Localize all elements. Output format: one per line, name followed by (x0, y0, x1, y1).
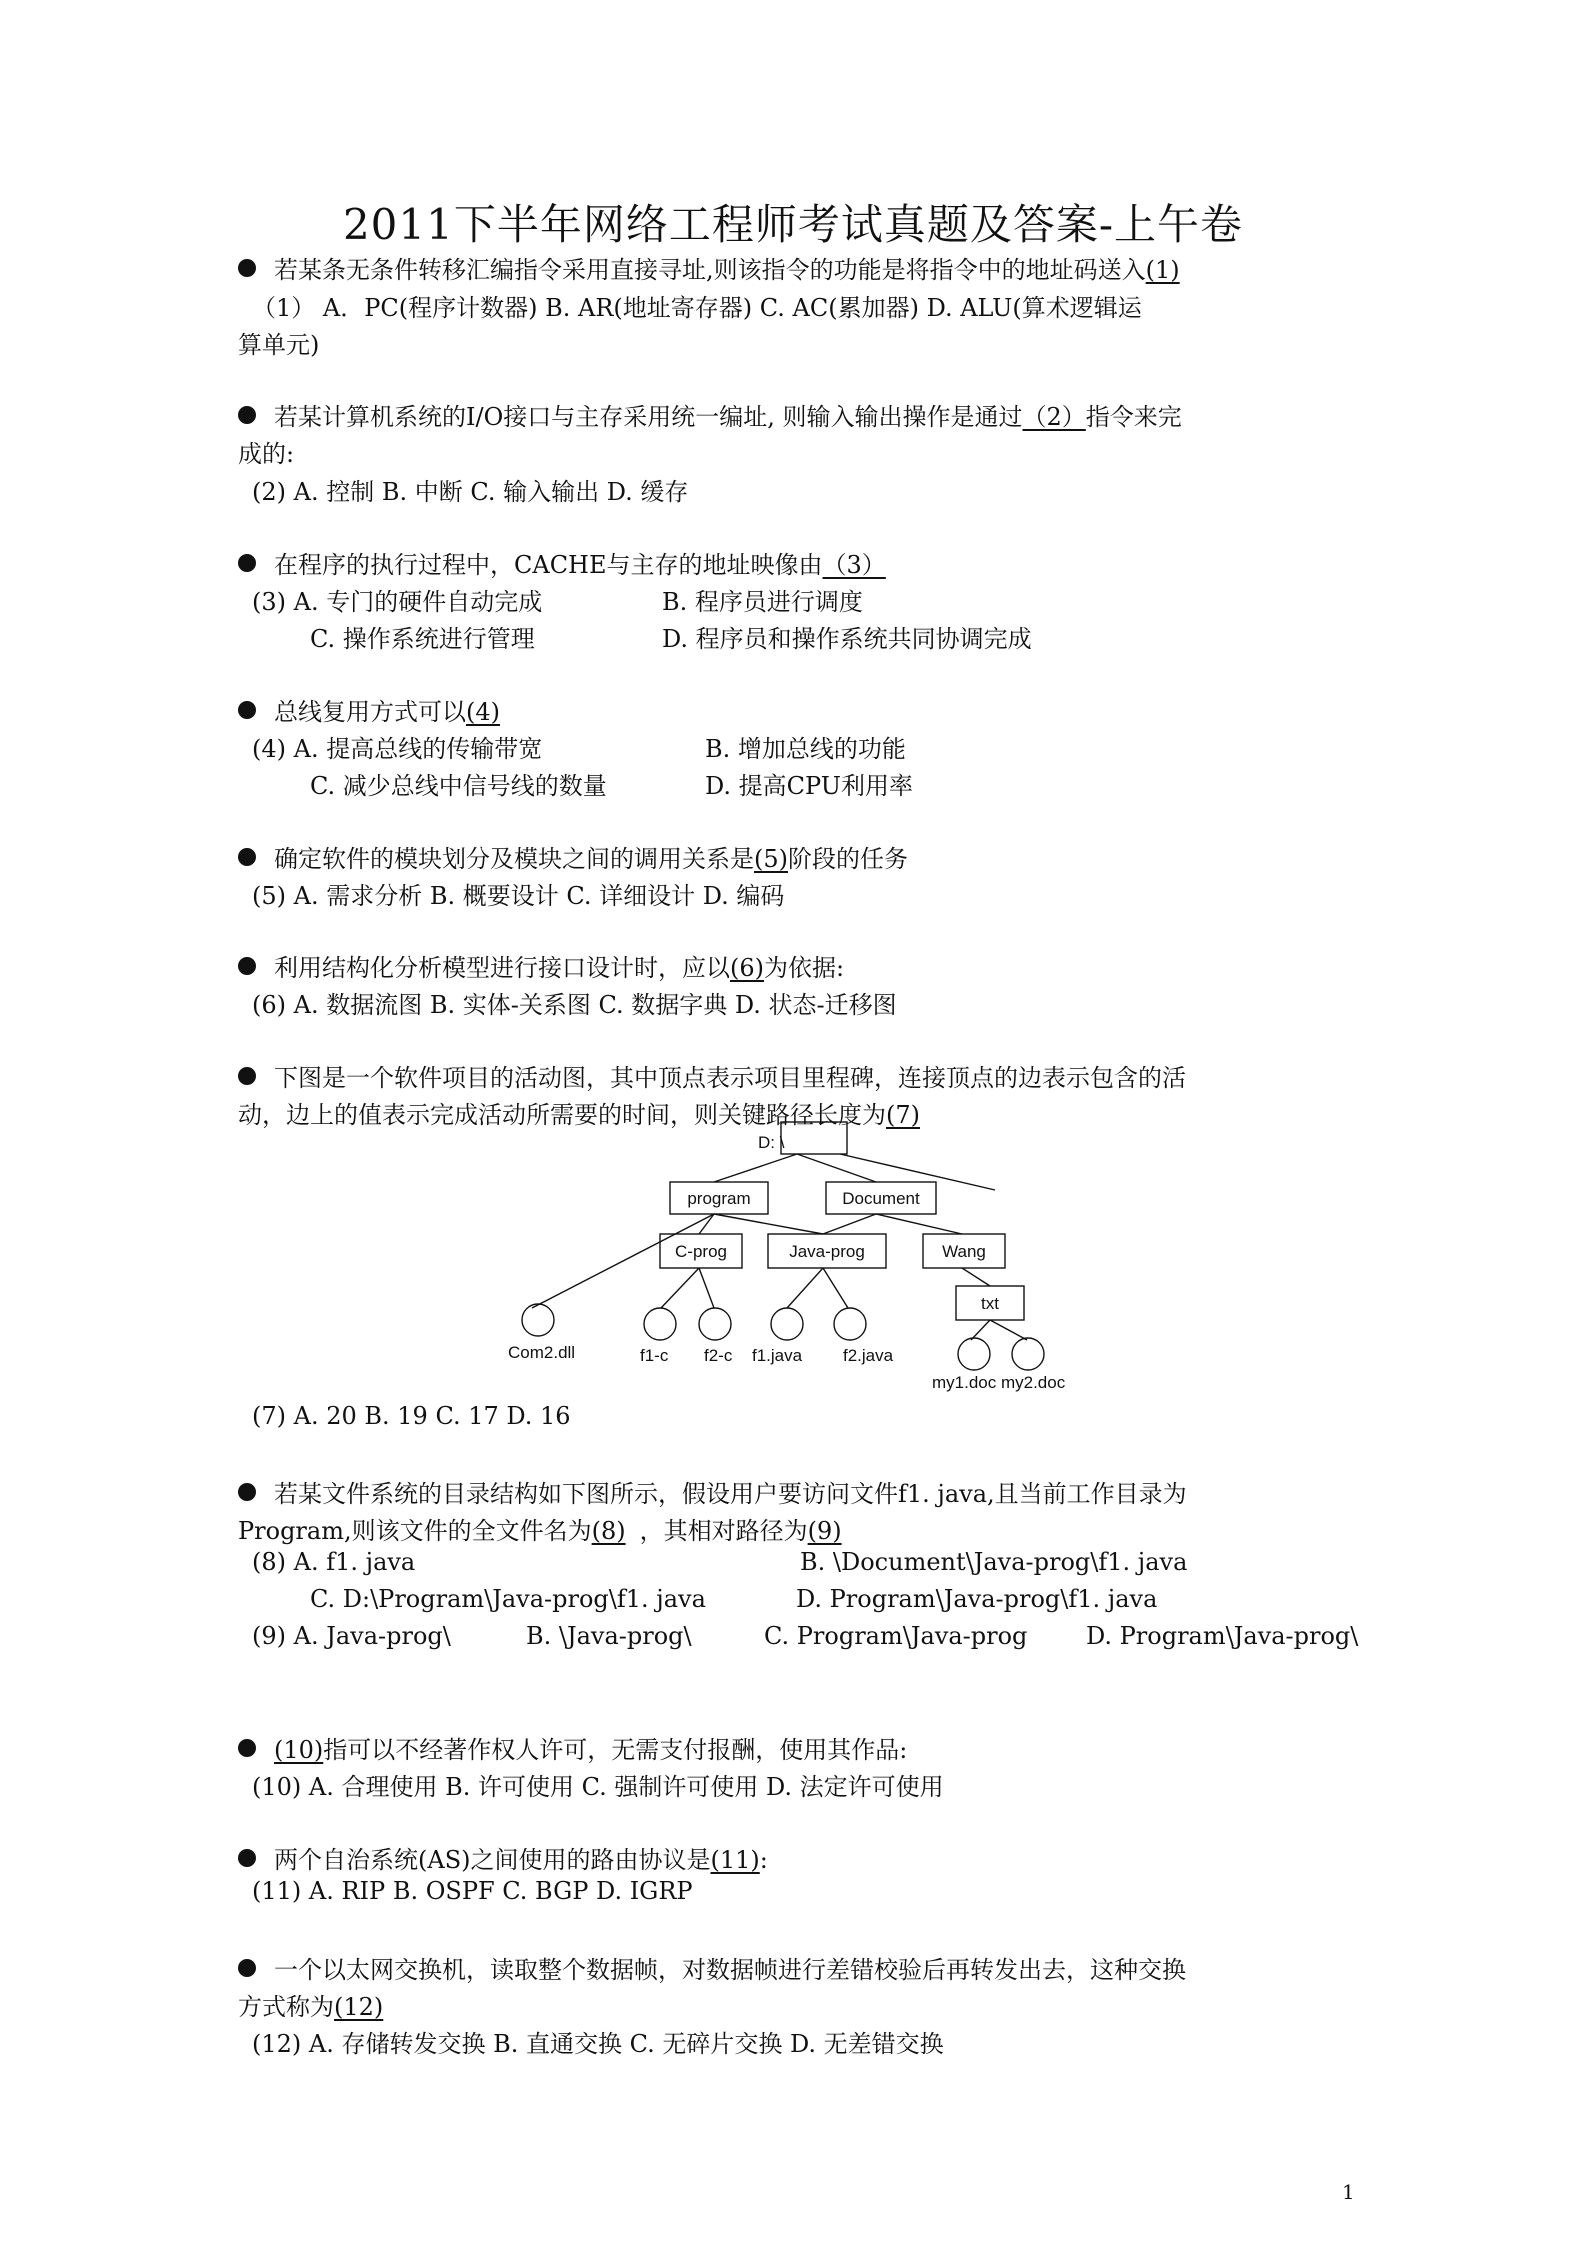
q12-options: (12) A. 存储转发交换 B. 直通交换 C. 无碎片交换 D. 无差错交换 (252, 2030, 944, 2058)
edge-txt-my2 (990, 1320, 1027, 1340)
edge-document-wang (876, 1214, 962, 1234)
directory-tree-diagram (500, 1118, 1120, 1393)
q2-options: (2) A. 控制 B. 中断 C. 输入输出 D. 缓存 (252, 478, 689, 506)
q3-option-b: B. 程序员进行调度 (662, 588, 863, 616)
tree-leaf-f2c (699, 1308, 731, 1340)
q1-stem: 若某条无条件转移汇编指令采用直接寻址,则该指令的功能是将指令中的地址码送入(1) (238, 250, 1180, 285)
bullet-icon (238, 701, 256, 719)
q5-stem: 确定软件的模块划分及模块之间的调用关系是(5)阶段的任务 (238, 839, 908, 874)
bullet-icon (238, 1739, 256, 1757)
q4-stem: 总线复用方式可以(4) (238, 692, 500, 727)
blank-9: (9) (807, 1517, 842, 1545)
tree-leaf-com2 (522, 1304, 554, 1336)
q9-option-a: (9) A. Java-prog\ (252, 1622, 451, 1650)
q7-stem-cont: 动，边上的值表示完成活动所需要的时间，则关键路径长度为(7) (238, 1101, 920, 1129)
q3-option-d: D. 程序员和操作系统共同协调完成 (662, 625, 1032, 653)
bullet-icon (238, 1959, 256, 1977)
edge-program-javaprog (714, 1214, 823, 1234)
q9-option-c: C. Program\Java-prog (764, 1622, 1028, 1650)
tree-node-root (781, 1122, 847, 1154)
tree-leaf-f1c (644, 1308, 676, 1340)
bullet-icon (238, 259, 256, 277)
blank-2: （2） (1022, 403, 1086, 431)
q9-option-b: B. \Java-prog\ (526, 1622, 692, 1650)
q3-stem: 在程序的执行过程中，CACHE与主存的地址映像由（3） (238, 545, 886, 580)
blank-6: (6) (730, 954, 764, 982)
edge-root-program (714, 1154, 797, 1182)
bullet-icon (238, 957, 256, 975)
bullet-icon (238, 848, 256, 866)
q1-options: （1） A．PC(程序计数器) B. AR(地址寄存器) C. AC(累加器) D. ALU(算术逻辑运 (252, 294, 1142, 322)
blank-8: (8) (591, 1517, 626, 1545)
tree-label-f1java: f1.java (752, 1346, 803, 1365)
tree-leaf-my1 (958, 1338, 990, 1370)
q8-option-a: (8) A. f1. java (252, 1548, 416, 1576)
q9-option-d: D. Program\Java-prog\ (1086, 1622, 1359, 1650)
tree-label-mydocs: my1.doc my2.doc (932, 1373, 1066, 1392)
q7-stem: 下图是一个软件项目的活动图，其中顶点表示项目里程碑，连接顶点的边表示包含的活 (238, 1058, 1186, 1093)
q12-stem-cont: 方式称为(12) (238, 1993, 384, 2021)
blank-3: （3） (822, 551, 886, 579)
q12-stem: 一个以太网交换机，读取整个数据帧，对数据帧进行差错校验后再转发出去，这种交换 (238, 1950, 1186, 1985)
q6-options: (6) A. 数据流图 B. 实体-关系图 C. 数据字典 D. 状态-迁移图 (252, 991, 897, 1019)
edge-javaprog-f1java (787, 1268, 823, 1308)
bullet-icon (238, 1849, 256, 1867)
tree-leaf-f1java (771, 1308, 803, 1340)
blank-1: (1) (1145, 256, 1180, 284)
bullet-icon (238, 1067, 256, 1085)
q11-stem: 两个自治系统(AS)之间使用的路由协议是(11): (238, 1840, 768, 1875)
q8-option-b: B. \Document\Java-prog\f1. java (800, 1548, 1188, 1576)
q10-options: (10) A. 合理使用 B. 许可使用 C. 强制许可使用 D. 法定许可使用 (252, 1773, 944, 1801)
bullet-icon (238, 406, 256, 424)
edge-root-document (797, 1154, 876, 1182)
edge-txt-my1 (971, 1320, 990, 1340)
tree-label-f2c: f2-c (704, 1346, 733, 1365)
q4-option-d: D. 提高CPU利用率 (705, 772, 913, 800)
tree-label-document: Document (842, 1189, 920, 1208)
q4-option-c: C. 减少总线中信号线的数量 (310, 772, 607, 800)
bullet-icon (238, 1483, 256, 1501)
q8-stem-cont: Program,则该文件的全文件名为(8) ，其相对路径为(9) (238, 1517, 842, 1545)
blank-11: (11) (710, 1846, 760, 1874)
bullet-icon (238, 554, 256, 572)
q6-stem: 利用结构化分析模型进行接口设计时，应以(6)为依据: (238, 948, 844, 983)
q7-options: (7) A. 20 B. 19 C. 17 D. 16 (252, 1402, 571, 1430)
edge-javaprog-f2java (823, 1268, 848, 1308)
q8-stem: 若某文件系统的目录结构如下图所示，假设用户要访问文件f1. java,且当前工作目录为 (238, 1474, 1187, 1509)
blank-5: (5) (754, 845, 788, 873)
edge-program-cprog (699, 1214, 714, 1234)
edge-document-javaprog (823, 1214, 876, 1234)
tree-label-program: program (687, 1189, 751, 1208)
blank-4: (4) (466, 698, 500, 726)
edge-program-com2 (532, 1214, 714, 1308)
tree-label-javaprog: Java-prog (789, 1242, 865, 1261)
tree-label-f2java: f2.java (843, 1346, 894, 1365)
q3-option-c: C. 操作系统进行管理 (310, 625, 535, 653)
tree-leaf-my2 (1012, 1338, 1044, 1370)
blank-10: (10) (274, 1736, 324, 1764)
q8-option-d: D. Program\Java-prog\f1. java (796, 1585, 1158, 1613)
tree-label-com2: Com2.dll (508, 1343, 576, 1362)
tree-label-cprog: C-prog (675, 1242, 727, 1261)
q10-stem: (10)指可以不经著作权人许可，无需支付报酬，使用其作品: (238, 1730, 907, 1765)
tree-label-txt: txt (981, 1294, 999, 1313)
edge-wang-txt (962, 1268, 990, 1286)
q5-options: (5) A. 需求分析 B. 概要设计 C. 详细设计 D. 编码 (252, 882, 785, 910)
q4-option-b: B. 增加总线的功能 (705, 735, 906, 763)
q2-stem-cont: 成的: (238, 440, 295, 468)
edge-cprog-f2c (699, 1268, 714, 1308)
tree-label-f1c: f1-c (640, 1346, 669, 1365)
blank-7: (7) (886, 1101, 920, 1129)
q4-option-a: (4) A. 提高总线的传输带宽 (252, 735, 543, 763)
page-title: 2011下半年网络工程师考试真题及答案-上午卷 (342, 200, 1244, 249)
q2-stem: 若某计算机系统的I/O接口与主存采用统一编址, 则输入输出操作是通过（2）指令来完 (238, 397, 1182, 432)
q1-options-cont: 算单元) (238, 331, 320, 359)
blank-12: (12) (334, 1993, 384, 2021)
q3-option-a: (3) A. 专门的硬件自动完成 (252, 588, 543, 616)
edge-cprog-f1c (661, 1268, 699, 1308)
edge-root-extra (840, 1154, 995, 1190)
q11-options: (11) A. RIP B. OSPF C. BGP D. IGRP (252, 1877, 693, 1905)
tree-label-root: D: \ (758, 1133, 785, 1152)
page-number: 1 (1342, 2180, 1355, 2204)
q8-option-c: C. D:\Program\Java-prog\f1. java (310, 1585, 706, 1613)
tree-label-wang: Wang (942, 1242, 986, 1261)
tree-leaf-f2java (834, 1308, 866, 1340)
